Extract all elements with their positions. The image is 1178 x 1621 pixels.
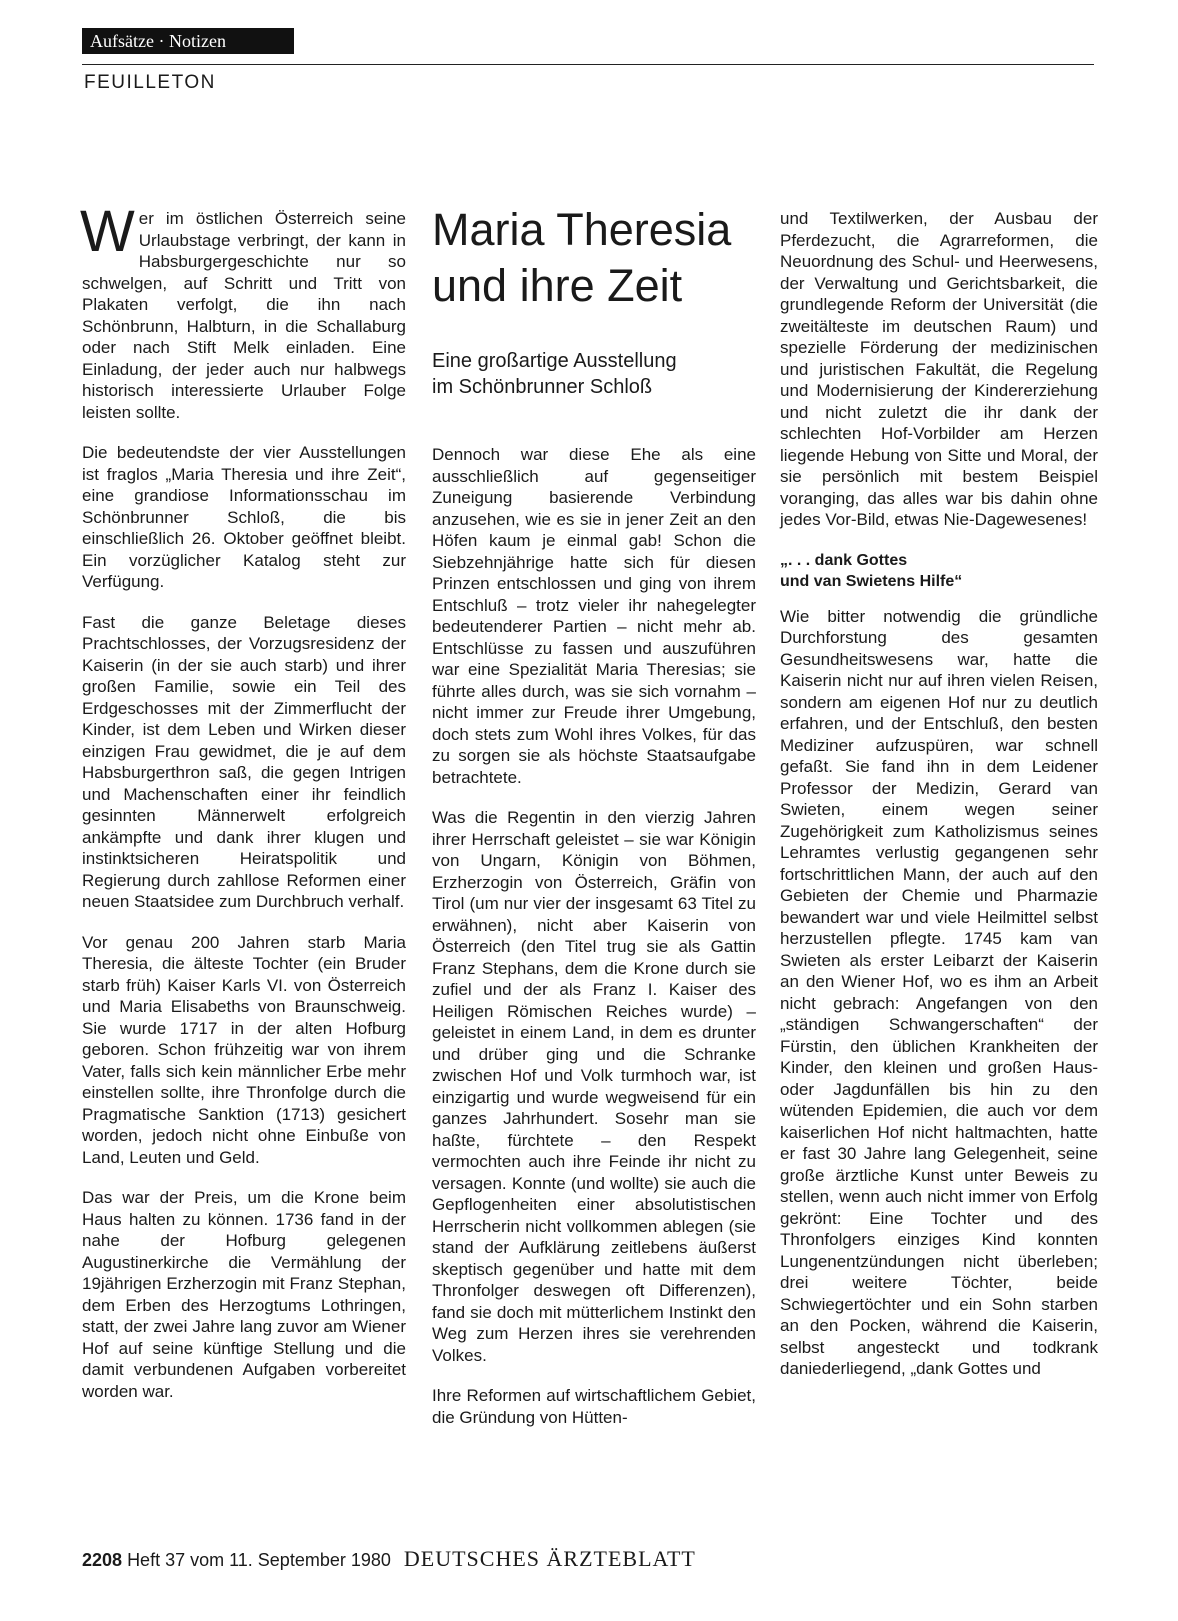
paragraph: Fast die ganze Beletage dieses Prachtschlosses, der Vorzugsresidenz der Kaiserin (in der sie auch starb) und ihrer großen Familie, sowie ein Teil des Erdgeschosses mit der Zimmerflucht der Kinder, ist dem Leben und Wirken dieser einzigen Frau gewidmet, die je auf dem Habsburgerthron saß, die gegen Intrigen und Machenschaften einer ihr feindlich gesinnten Männerwelt erfolgreich ankämpfte und dank ihrer klugen und instinktsicheren Heiratspolitik und Regierung durch zahllose Reformen einer neuen Staatsidee zum Durchbruch verhalf. xyxy=(82,612,406,911)
subtitle-line: Eine großartige Ausstellung xyxy=(432,350,677,372)
paragraph: Das war der Preis, um die Krone beim Haus halten zu können. 1736 fand in der nahe der Hofburg gelegenen Augustinerkirche die Vermählung der 19jährigen Erzherzogin mit Franz Stephan, dem Erben des Herzogtums Lothringen, statt, der zwei Jahre lang zuvor am Wiener Hof auf seine künftige Stellung und die damit verbundenen Aufgaben vorbereitet worden war. xyxy=(82,1188,406,1401)
column-1 xyxy=(80,199,406,1421)
paragraph: Wie bitter notwendig die gründliche Durchforstung des gesamten Gesundheitswesens war, hatte die Kaiserin nicht nur auf ihren vielen Reisen, sondern am eigenen Hof nur zu deutlich erfahren, und der Entschluß, den besten Mediziner aufzuspüren, war schnell gefaßt. Sie fand ihn in dem Leidener Professor der Medizin, Gerard van Swieten, einem wegen seiner Zugehörigkeit zum Katholizismus seines Lehramtes verlustig gegangenen sehr fortschrittlichen Mann, der auch auf den Gebieten der Chemie und Pharmazie bewandert war und viele Heilmittel selbst herzustellen pflegte. 1745 kam van Swieten als erster Leibarzt der Kaiserin an den Wiener Hof, wo es ihm an Arbeit nicht gebrach: Angefangen von den „ständigen Schwangerschaften“ der Fürstin, den üblichen Krankheiten der Kinder, den kleinen und großen Haus- oder Jagdunfällen bis hin zu den wütenden Epidemien, die auch vor dem kaiserlichen Hof nicht haltmachten, hatte er fast 30 Jahre lang Gelegenheit, seine große ärztliche Kunst unter Beweis zu stellen, wenn auch nicht immer von Erfolg gekrönt: Eine Tochter und des Thronfolgers einziges Kind konnten Lungenentzündungen nicht überleben; drei weitere Töchter, beide Schwiegertöchter und ein Sohn starben an den Pocken, während die Kaiserin, selbst angesteckt und todkrank daniederliegend, „dank Gottes und xyxy=(780,606,1098,1378)
paragraph: Ihre Reformen auf wirtschaftlichem Gebiet, die Gründung von Hütten- xyxy=(432,1386,756,1427)
paragraph: Dennoch war diese Ehe als eine ausschließlich auf gegenseitiger Zuneigung basierende Verbindung anzusehen, wie es sie in jener Zeit an den Höfen kaum je einmal gab! Schon die Siebzehnjährige hatte sich für diesen Prinzen entschlossen und ging von ihrem Entschluß – trotz vieler ihr nahegelegter bedeutenderer Partien – nicht mehr ab. Entschlüsse zu fassen und auszuführen war eine Spezialität Maria Theresias; sie führte alles durch, was sie sich vornahm – nicht immer zur Freude ihrer Umgebung, doch stets zum Wohl ihres Volkes, für das zu sorgen sie als höchste Staatsaufgabe betrachtete. xyxy=(432,445,756,787)
journal-name: DEUTSCHES ÄRZTEBLATT xyxy=(403,1546,696,1571)
column-3 xyxy=(780,208,1098,1399)
subheading-line: und van Swietens Hilfe“ xyxy=(780,572,963,590)
title-line: Maria Theresia xyxy=(432,204,732,255)
subtitle-line: im Schönbrunner Schloß xyxy=(432,376,653,398)
page-footer xyxy=(82,1546,696,1572)
article-subtitle xyxy=(432,348,756,400)
paragraph: Was die Regentin in den vierzig Jahren ihrer Herrschaft geleistet – sie war Königin von Ungarn, Königin von Böhmen, Erzherzogin von Österreich, Gräfin von Tirol (um nur vier der insgesamt 63 Titel zu erwähnen), nicht aber Kaiserin von Österreich (den Titel trug sie als Gattin Franz Stephans, dem die Krone durch sie zufiel und der als Franz I. Kaiser des Heiligen Römischen Reiches wurde) – geleistet in einem Land, in dem es drunter und drüber ging und die Schranke zwischen Hof und Volk turmhoch war, ist einzigartig und wurde wegweisend für ein ganzes Jahrhundert. Sosehr man sie haßte, fürchtete – den Respekt vermochten auch ihre Feinde ihr nicht zu versagen. Konnte (und wollte) sie auch die Gepflogenheiten einer absolutistischen Herrscherin nicht vollkommen ablegen (sie stand der Aufklärung zeitlebens äußerst skeptisch gegenüber und hatte mit dem Thronfolger deswegen oft Differenzen), fand sie doch mit mütterlichem Instinkt den Weg zum Herzen ihres sie verehrenden Volkes. xyxy=(432,808,756,1365)
paragraph-intro-text: er im östlichen Österreich seine Urlaubstage verbringt, der kann in Habsburgergeschichte nur so schwelgen, auf Schritt und Tritt von Plakaten verfolgt, die ihn nach Schönbrunn, Halbturn, in die Schallaburg oder nach Stift Melk einladen. Eine Einladung, der jeder auch nur halbwegs historisch interessierte Urlauber Folge leisten sollte. xyxy=(82,209,406,422)
paragraph: Die bedeutendste der vier Ausstellungen ist fraglos „Maria Theresia und ihre Zeit“, eine grandiose Informationsschau im Schönbrunner Schloß, die bis einschließlich 26. Oktober geöffnet bleibt. Ein vorzüglicher Katalog steht zur Verfügung. xyxy=(82,443,406,591)
header-rule xyxy=(82,64,1094,65)
kicker-label: Aufsätze · Notizen xyxy=(82,28,294,54)
section-label: FEUILLETON xyxy=(84,72,216,93)
paragraph: und Textilwerken, der Ausbau der Pferdezucht, die Agrarreformen, die Neuordnung des Schul- und Heerwesens, der Verwaltung und Gerichtsbarkeit, die grundlegende Reform der Universität (die zweitälteste im deutschen Raum) und spezielle Förderung der medizinischen und juristischen Fakultät, die Regelung und Modernisierung der Kindererziehung und nicht zuletzt die ihr dank der schlechten Hof-Vorbilder am Herzen liegende Hebung von Sitte und Moral, der sie persönlich mit bestem Beispiel voranging, das alles war bis dahin ohne jedes Vor-Bild, etwas Nie-Dagewesenes! xyxy=(780,209,1098,529)
title-line: und ihre Zeit xyxy=(432,260,683,311)
issue-info: Heft 37 vom 11. September 1980 xyxy=(127,1550,391,1570)
article-title xyxy=(432,202,756,314)
page-number: 2208 xyxy=(82,1550,123,1570)
paragraph-intro xyxy=(80,199,406,423)
column-2 xyxy=(432,202,756,1447)
section-subheading xyxy=(780,550,1098,592)
drop-cap: W xyxy=(80,199,135,264)
paragraph: Vor genau 200 Jahren starb Maria Theresia, die älteste Tochter (ein Bruder starb früh) Kaiser Karls VI. von Österreich und Maria Elisabeths von Braunschweig. Sie wurde 1717 in der alten Hofburg geboren. Schon frühzeitig war von ihrem Vater, falls sich kein männlicher Erbe mehr einstellen sollte, ihre Thronfolge durch die Pragmatische Sanktion (1713) gesichert worden, jedoch nicht ohne Einbuße von Land, Leuten und Geld. xyxy=(82,932,406,1167)
subheading-line: „. . . dank Gottes xyxy=(780,551,908,569)
